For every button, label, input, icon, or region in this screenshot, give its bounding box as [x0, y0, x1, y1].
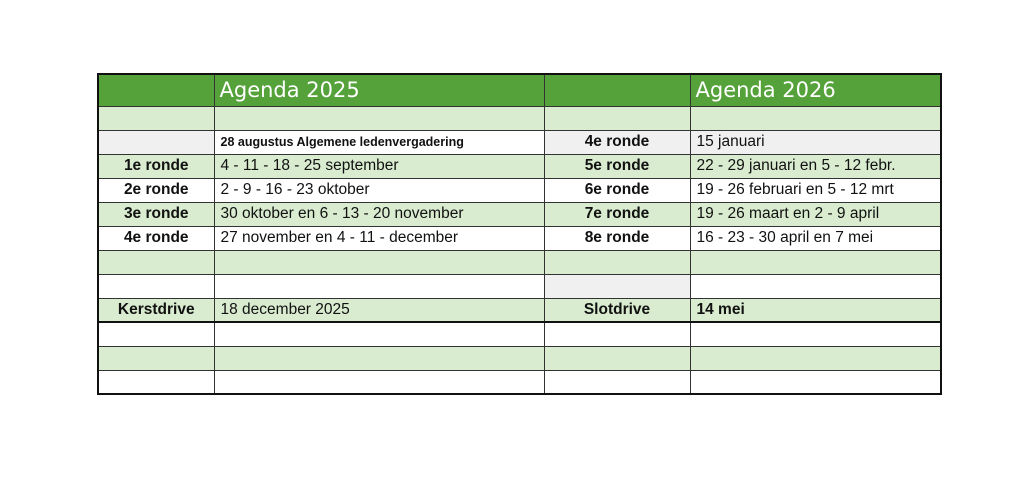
- round-label: 7e ronde: [544, 202, 690, 226]
- round-label: 1e ronde: [98, 154, 214, 178]
- agenda-table: [97, 73, 942, 395]
- spacer-row: [98, 250, 941, 274]
- spacer-row: [98, 322, 941, 346]
- empty-cell: [544, 346, 690, 370]
- table-row: [98, 202, 941, 226]
- table-row: [98, 226, 941, 250]
- empty-cell: [214, 322, 544, 346]
- empty-cell: [98, 322, 214, 346]
- agenda-2025-date: 2 - 9 - 16 - 23 oktober: [214, 178, 544, 202]
- round-label: 8e ronde: [544, 226, 690, 250]
- table-row: [98, 298, 941, 322]
- empty-cell: [98, 346, 214, 370]
- empty-cell: [690, 346, 941, 370]
- empty-cell: [214, 250, 544, 274]
- table-row: [98, 178, 941, 202]
- empty-cell: [690, 370, 941, 394]
- agenda-2025-date: 27 november en 4 - 11 - december: [214, 226, 544, 250]
- empty-cell: [98, 250, 214, 274]
- empty-cell: [214, 370, 544, 394]
- agenda-2026-date: 19 - 26 maart en 2 - 9 april: [690, 202, 941, 226]
- empty-cell: [98, 106, 214, 130]
- empty-cell: [544, 370, 690, 394]
- round-label: 2e ronde: [98, 178, 214, 202]
- header-cell-empty-2: [544, 74, 690, 106]
- agenda-2026-date: 22 - 29 januari en 5 - 12 febr.: [690, 154, 941, 178]
- agenda-2026-date: 14 mei: [690, 298, 941, 322]
- empty-cell: [544, 106, 690, 130]
- round-label: [98, 130, 214, 154]
- agenda-2025-date: 18 december 2025: [214, 298, 544, 322]
- empty-cell: [544, 322, 690, 346]
- empty-cell: [214, 106, 544, 130]
- drive-label: Kerstdrive: [98, 298, 214, 322]
- empty-cell: [544, 250, 690, 274]
- header-cell-empty-1: [98, 74, 214, 106]
- empty-cell: [98, 274, 214, 298]
- empty-cell: [98, 370, 214, 394]
- spacer-row: [98, 274, 941, 298]
- round-label: 3e ronde: [98, 202, 214, 226]
- table-row: [98, 130, 941, 154]
- empty-cell: [544, 274, 690, 298]
- spacer-row: [98, 346, 941, 370]
- table-row: [98, 154, 941, 178]
- agenda-2025-date: 4 - 11 - 18 - 25 september: [214, 154, 544, 178]
- round-label: 4e ronde: [544, 130, 690, 154]
- empty-cell: [214, 346, 544, 370]
- agenda-2026-date: 15 januari: [690, 130, 941, 154]
- agenda-2026-date: 19 - 26 februari en 5 - 12 mrt: [690, 178, 941, 202]
- spacer-row: [98, 106, 941, 130]
- spacer-row: [98, 370, 941, 394]
- agenda-2025-date: 28 augustus Algemene ledenvergadering: [214, 130, 544, 154]
- drive-label: Slotdrive: [544, 298, 690, 322]
- agenda-table-container: [97, 73, 942, 395]
- empty-cell: [214, 274, 544, 298]
- round-label: 6e ronde: [544, 178, 690, 202]
- round-label: 4e ronde: [98, 226, 214, 250]
- empty-cell: [690, 106, 941, 130]
- header-row: [98, 74, 941, 106]
- empty-cell: [690, 274, 941, 298]
- header-agenda-2026: Agenda 2026: [690, 74, 941, 106]
- agenda-2026-date: 16 - 23 - 30 april en 7 mei: [690, 226, 941, 250]
- agenda-2025-date: 30 oktober en 6 - 13 - 20 november: [214, 202, 544, 226]
- empty-cell: [690, 322, 941, 346]
- header-agenda-2025: Agenda 2025: [214, 74, 544, 106]
- empty-cell: [690, 250, 941, 274]
- round-label: 5e ronde: [544, 154, 690, 178]
